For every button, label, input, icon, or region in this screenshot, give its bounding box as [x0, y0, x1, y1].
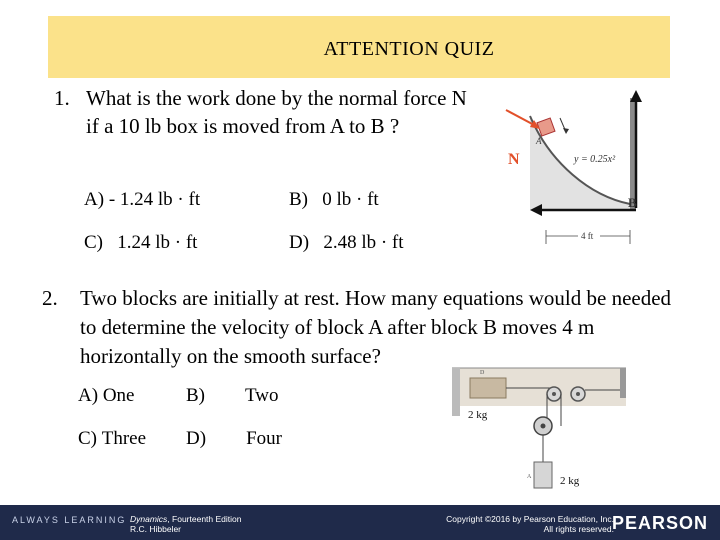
pulley-right-axle — [576, 392, 580, 396]
book-author: R.C. Hibbeler — [130, 524, 182, 534]
rights-line: All rights reserved. — [543, 524, 614, 534]
book-title: Dynamics — [130, 514, 168, 524]
dimension-label: 4 ft — [581, 231, 594, 241]
footer-bar — [0, 505, 720, 540]
point-b-label: B — [628, 195, 637, 210]
q1-option-b[interactable]: B) 0 lb · ft — [289, 189, 379, 210]
force-label-n: N — [508, 151, 520, 168]
q2-option-c[interactable]: C) Three — [78, 428, 147, 449]
title-banner — [48, 16, 670, 78]
question-2-text: Two blocks are initially at rest. How many equations would be needed to determine the velocity of block A after block B moves 4 m horizontally on the smooth surface? — [80, 286, 672, 368]
curve-equation: y = 0.25x² — [574, 154, 616, 165]
q1-option-c[interactable]: C) 1.24 lb · ft — [84, 232, 198, 253]
block-b — [470, 378, 506, 398]
block-d-label: D — [480, 370, 485, 376]
copyright-notice — [446, 514, 614, 534]
q1-figure — [490, 78, 670, 250]
q2-option-a[interactable]: A) One — [78, 385, 135, 406]
mass-label-top: 2 kg — [468, 409, 488, 421]
support — [452, 368, 460, 416]
y-axis-arrow-head — [630, 90, 642, 102]
right-wall — [620, 368, 626, 398]
quiz-title: ATTENTION QUIZ — [323, 38, 495, 60]
point-a-label: A — [536, 136, 542, 146]
block-a-label: A — [527, 474, 532, 480]
question-1-number: 1. — [54, 86, 70, 110]
book-edition: , Fourteenth Edition — [167, 514, 242, 524]
copyright-line: Copyright ©2016 by Pearson Education, Inc. — [446, 514, 614, 524]
always-learning-label: ALWAYS LEARNING — [12, 515, 127, 525]
q2-figure — [450, 364, 630, 494]
question-2-number: 2. — [42, 286, 58, 310]
q2-option-b[interactable]: B) Two — [186, 385, 279, 406]
q1-option-d[interactable]: D) 2.48 lb · ft — [289, 232, 404, 253]
block-a — [534, 462, 552, 488]
pulley-left-axle — [552, 392, 556, 396]
movable-pulley-axle — [541, 424, 546, 429]
book-credit — [130, 514, 242, 534]
q1-option-a[interactable]: A) - 1.24 lb · ft — [84, 189, 201, 210]
box — [537, 118, 555, 136]
question-1-text: What is the work done by the normal force N if a 10 lb box is moved from A to B ? — [86, 86, 467, 138]
q2-option-d[interactable]: D) Four — [186, 428, 282, 449]
velocity-arrow-head — [563, 128, 569, 134]
pearson-logo: PEARSON — [611, 513, 708, 533]
mass-label-hanging: 2 kg — [560, 475, 580, 487]
